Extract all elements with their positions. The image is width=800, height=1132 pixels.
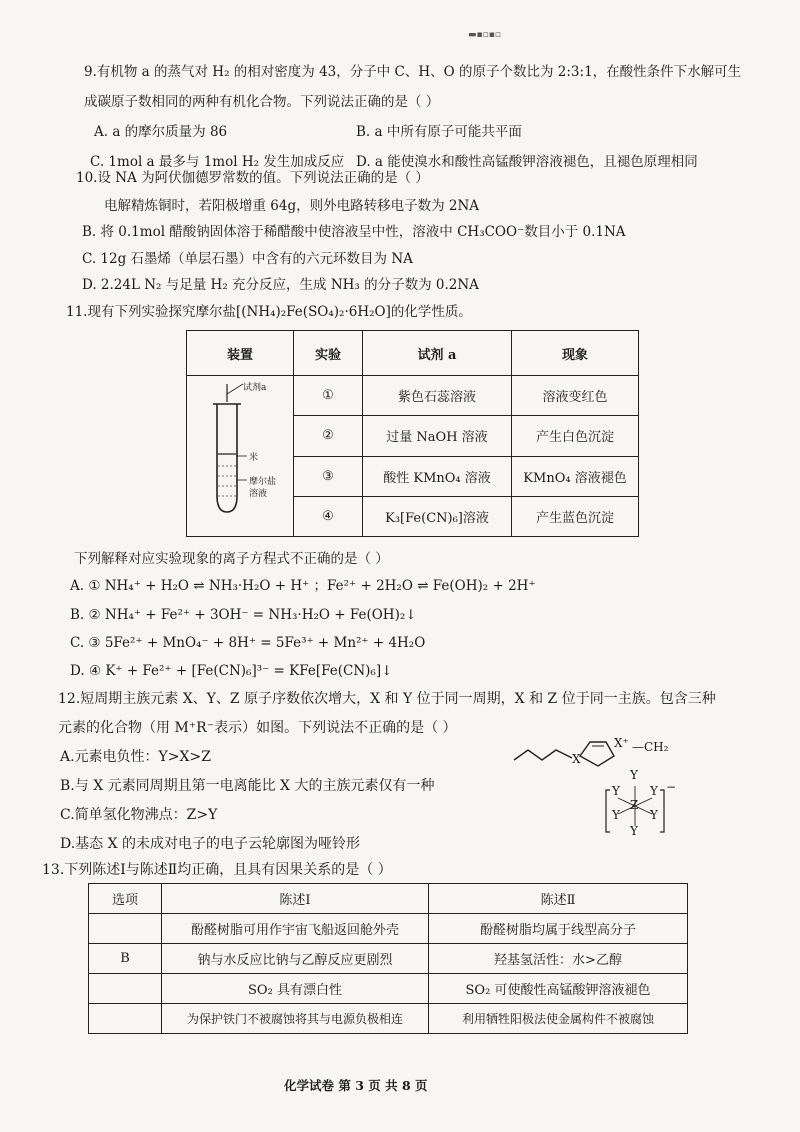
- q11-question: 下列解释对应实验现象的离子方程式不正确的是（ ）: [74, 551, 389, 567]
- ch2-group: —CH₂: [632, 740, 669, 754]
- q13-row3-opt: [89, 974, 162, 1004]
- q11-row3-reagent: 酸性 KMnO₄ 溶液: [363, 456, 512, 496]
- mi-label: 米: [249, 453, 259, 463]
- q9-option-c: C. 1mol a 最多与 1mol H₂ 发生加成反应: [90, 154, 345, 170]
- q11-header-experiment: 实验: [294, 331, 363, 376]
- q9-stem-line1: 9.有机物 a 的蒸气对 H₂ 的相对密度为 43，分子中 C、H、O 的原子个数比为 2:3:1，在酸性条件下水解可生: [84, 64, 742, 80]
- q13-header-statement1: 陈述Ⅰ: [162, 884, 429, 914]
- q13-row4-opt: [89, 1004, 162, 1034]
- atom-y-upper-left: Y: [612, 784, 620, 798]
- atom-y-top: Y: [630, 768, 638, 782]
- atom-z: Z: [630, 798, 639, 812]
- atom-x-1: X: [572, 752, 581, 766]
- q11-header-phenomenon: 现象: [512, 331, 639, 376]
- q9-option-a: A. a 的摩尔质量为 86: [94, 124, 228, 140]
- q11-row1-reagent: 紫色石蕊溶液: [363, 376, 512, 416]
- q9-option-d: D. a 能使溴水和酸性高锰酸钾溶液褪色，且褪色原理相同: [356, 154, 698, 170]
- q11-row2-reagent: 过量 NaOH 溶液: [363, 416, 512, 456]
- test-tube-diagram: [187, 376, 285, 536]
- salt-label-2: 溶液: [249, 489, 268, 499]
- header-mark: ▬▪▫▪▫: [468, 30, 501, 40]
- atom-y-lower-right: Y: [650, 808, 658, 822]
- q10-option-b: B. 将 0.1mol 醋酸钠固体溶于稀醋酸中使溶液呈中性，溶液中 CH₃COO⁻数目小于 0.1NA: [82, 224, 626, 240]
- q11-option-b: B. ② NH₄⁺ + Fe²⁺ + 3OH⁻ = NH₃·H₂O + Fe(OH)₂↓: [70, 607, 417, 623]
- solution-hatching: [218, 466, 236, 496]
- q11-row4-phenomenon: 产生蓝色沉淀: [512, 496, 639, 536]
- q11-row1-phenomenon: 溶液变红色: [512, 376, 639, 416]
- right-bracket: [660, 790, 664, 832]
- q13-header-option: 选项: [89, 884, 162, 914]
- q10-option-a: 电解精炼铜时，若阳极增重 64g，则外电路转移电子数为 2NA: [104, 198, 480, 214]
- atom-y-upper-right: Y: [650, 784, 658, 798]
- q11-stem: 11.现有下列实验探究摩尔盐[(NH₄)₂Fe(SO₄)₂·6H₂O]的化学性质。: [66, 304, 472, 320]
- atom-y-lower-left: Y: [612, 808, 620, 822]
- q10-stem: 10.设 NA 为阿伏伽德罗常数的值。下列说法正确的是（ ）: [76, 170, 429, 186]
- q11-row4-reagent: K₃[Fe(CN)₆]溶液: [363, 496, 512, 536]
- q13-row2-s1: 钠与水反应比钠与乙醇反应更剧烈: [162, 944, 429, 974]
- page-footer: 化学试卷 第 3 页 共 8 页: [284, 1078, 428, 1093]
- anion-charge: −: [666, 780, 677, 794]
- q12-option-c: C.简单氢化物沸点：Z>Y: [60, 807, 218, 823]
- q12-structure: [510, 728, 710, 838]
- structure-bonds: [510, 728, 710, 838]
- q11-option-c: C. ③ 5Fe²⁺ + MnO₄⁻ + 8H⁺ = 5Fe³⁺ + Mn²⁺ + 4H₂O: [70, 635, 426, 651]
- q9-option-b: B. a 中所有原子可能共平面: [356, 124, 522, 140]
- q13-table: [88, 883, 688, 1034]
- q13-row3-s1: SO₂ 具有漂白性: [162, 974, 429, 1004]
- q13-row3-s2: SO₂ 可使酸性高锰酸钾溶液褪色: [429, 974, 688, 1004]
- q11-apparatus-cell: [187, 376, 294, 537]
- q12-stem-line2: 元素的化合物（用 M⁺R⁻表示）如图。下列说法不正确的是（ ）: [58, 720, 457, 736]
- reagent-a-label: 试剂a: [243, 383, 267, 393]
- butyl-chain: [514, 750, 572, 760]
- salt-label-1: 摩尔盐: [249, 477, 277, 487]
- q13-row2-opt: B: [89, 944, 162, 974]
- q13-row2-s2: 羟基氢活性：水>乙醇: [429, 944, 688, 974]
- atom-x-plus: X⁺: [614, 736, 629, 750]
- q11-header-apparatus: 装置: [187, 331, 294, 376]
- q10-option-d: D. 2.24L N₂ 与足量 H₂ 充分反应，生成 NH₃ 的分子数为 0.2NA: [82, 277, 479, 293]
- q12-option-d: D.基态 X 的未成对电子的电子云轮廓图为哑铃形: [60, 836, 361, 852]
- atom-y-bottom: Y: [630, 824, 638, 838]
- q11-row2-exp: ②: [294, 416, 363, 456]
- q13-row1-opt: [89, 914, 162, 944]
- q13-row1-s2: 酚醛树脂均属于线型高分子: [429, 914, 688, 944]
- q11-row3-phenomenon: KMnO₄ 溶液褪色: [512, 456, 639, 496]
- q13-row4-s2: 利用牺牲阳极法使金属构件不被腐蚀: [429, 1004, 688, 1034]
- q11-row4-exp: ④: [294, 496, 363, 536]
- q11-option-d: D. ④ K⁺ + Fe²⁺ + [Fe(CN)₆]³⁻ = KFe[Fe(CN)₆]↓: [70, 663, 393, 679]
- q11-header-reagent: 试剂 a: [363, 331, 512, 376]
- q12-option-b: B.与 X 元素同周期且第一电离能比 X 大的主族元素仅有一种: [60, 778, 435, 794]
- reagent-pointer: [227, 384, 243, 394]
- q11-table: [186, 330, 639, 537]
- q9-stem-line2: 成碳原子数相同的两种有机化合物。下列说法正确的是（ ）: [84, 94, 440, 110]
- q13-stem: 13.下列陈述Ⅰ与陈述Ⅱ均正确，且具有因果关系的是（ ）: [42, 862, 392, 878]
- q12-option-a: A.元素电负性：Y>X>Z: [60, 749, 211, 765]
- q13-row4-s1: 为保护铁门不被腐蚀将其与电源负极相连: [162, 1004, 429, 1034]
- q11-row1-exp: ①: [294, 376, 363, 416]
- left-bracket: [606, 790, 610, 832]
- q12-stem-line1: 12.短周期主族元素 X、Y、Z 原子序数依次增大，X 和 Y 位于同一周期，X 和 Z 位于同一主族。包含三种: [58, 691, 716, 707]
- q11-option-a: A. ① NH₄⁺ + H₂O ⇌ NH₃·H₂O + H⁺ ；Fe²⁺ + 2H₂O ⇌ Fe(OH)₂ + 2H⁺: [70, 578, 536, 594]
- q10-option-c: C. 12g 石墨烯（单层石墨）中含有的六元环数目为 NA: [82, 251, 413, 267]
- q13-header-statement2: 陈述Ⅱ: [429, 884, 688, 914]
- q11-row3-exp: ③: [294, 456, 363, 496]
- q13-row1-s1: 酚醛树脂可用作宇宙飞船返回舱外壳: [162, 914, 429, 944]
- q11-row2-phenomenon: 产生白色沉淀: [512, 416, 639, 456]
